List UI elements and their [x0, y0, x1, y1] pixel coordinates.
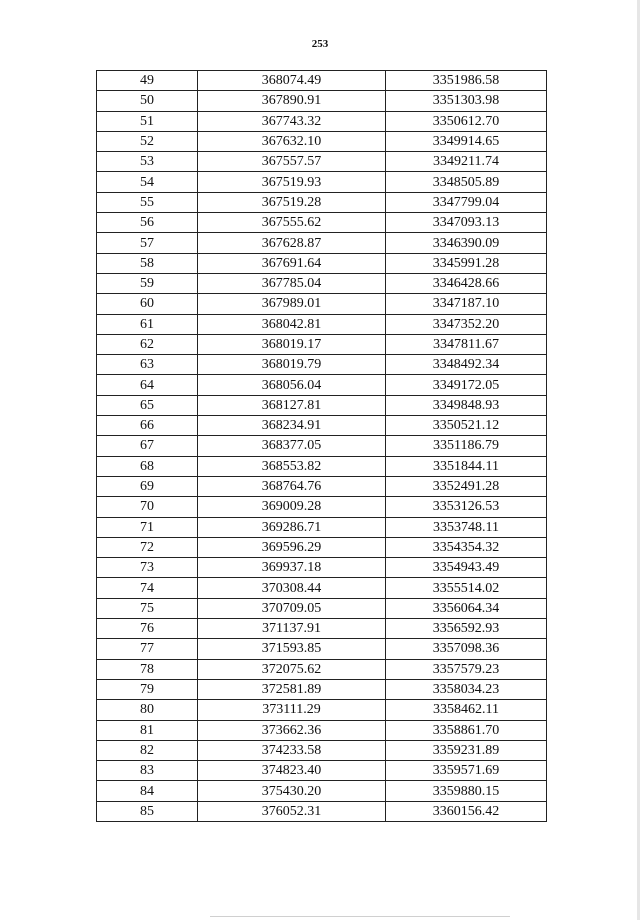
x-coordinate-cell: 371593.85 — [198, 639, 386, 659]
coordinate-table-body — [97, 71, 547, 822]
point-number-cell: 60 — [97, 294, 198, 314]
y-coordinate-cell: 3349211.74 — [386, 152, 547, 172]
table-row — [97, 395, 547, 415]
table-row — [97, 253, 547, 273]
table-row — [97, 740, 547, 760]
table-row — [97, 71, 547, 91]
point-number-cell: 50 — [97, 91, 198, 111]
y-coordinate-cell: 3349848.93 — [386, 395, 547, 415]
x-coordinate-cell: 368042.81 — [198, 314, 386, 334]
table-row — [97, 314, 547, 334]
point-number-cell: 77 — [97, 639, 198, 659]
point-number-cell: 56 — [97, 213, 198, 233]
table-row — [97, 700, 547, 720]
x-coordinate-cell: 367628.87 — [198, 233, 386, 253]
table-row — [97, 517, 547, 537]
x-coordinate-cell: 370308.44 — [198, 578, 386, 598]
point-number-cell: 54 — [97, 172, 198, 192]
y-coordinate-cell: 3356064.34 — [386, 598, 547, 618]
point-number-cell: 82 — [97, 740, 198, 760]
table-row — [97, 294, 547, 314]
table-row — [97, 131, 547, 151]
y-coordinate-cell: 3347799.04 — [386, 192, 547, 212]
x-coordinate-cell: 367785.04 — [198, 273, 386, 293]
point-number-cell: 84 — [97, 781, 198, 801]
point-number-cell: 52 — [97, 131, 198, 151]
table-row — [97, 598, 547, 618]
coordinate-table — [96, 70, 547, 822]
point-number-cell: 66 — [97, 416, 198, 436]
x-coordinate-cell: 368764.76 — [198, 476, 386, 496]
x-coordinate-cell: 367989.01 — [198, 294, 386, 314]
point-number-cell: 72 — [97, 537, 198, 557]
point-number-cell: 81 — [97, 720, 198, 740]
table-row — [97, 152, 547, 172]
x-coordinate-cell: 375430.20 — [198, 781, 386, 801]
x-coordinate-cell: 372581.89 — [198, 679, 386, 699]
point-number-cell: 51 — [97, 111, 198, 131]
point-number-cell: 70 — [97, 497, 198, 517]
point-number-cell: 57 — [97, 233, 198, 253]
x-coordinate-cell: 367557.57 — [198, 152, 386, 172]
x-coordinate-cell: 373662.36 — [198, 720, 386, 740]
x-coordinate-cell: 368019.17 — [198, 334, 386, 354]
table-row — [97, 761, 547, 781]
x-coordinate-cell: 376052.31 — [198, 801, 386, 821]
x-coordinate-cell: 372075.62 — [198, 659, 386, 679]
table-row — [97, 172, 547, 192]
table-row — [97, 273, 547, 293]
table-row — [97, 679, 547, 699]
x-coordinate-cell: 367555.62 — [198, 213, 386, 233]
y-coordinate-cell: 3347811.67 — [386, 334, 547, 354]
table-row — [97, 192, 547, 212]
y-coordinate-cell: 3355514.02 — [386, 578, 547, 598]
table-row — [97, 416, 547, 436]
table-row — [97, 578, 547, 598]
x-coordinate-cell: 367743.32 — [198, 111, 386, 131]
table-row — [97, 375, 547, 395]
table-row — [97, 355, 547, 375]
y-coordinate-cell: 3359231.89 — [386, 740, 547, 760]
point-number-cell: 59 — [97, 273, 198, 293]
x-coordinate-cell: 369596.29 — [198, 537, 386, 557]
point-number-cell: 79 — [97, 679, 198, 699]
y-coordinate-cell: 3346428.66 — [386, 273, 547, 293]
x-coordinate-cell: 373111.29 — [198, 700, 386, 720]
x-coordinate-cell: 367632.10 — [198, 131, 386, 151]
point-number-cell: 65 — [97, 395, 198, 415]
y-coordinate-cell: 3347187.10 — [386, 294, 547, 314]
point-number-cell: 85 — [97, 801, 198, 821]
x-coordinate-cell: 367890.91 — [198, 91, 386, 111]
point-number-cell: 76 — [97, 619, 198, 639]
y-coordinate-cell: 3358462.11 — [386, 700, 547, 720]
y-coordinate-cell: 3351186.79 — [386, 436, 547, 456]
y-coordinate-cell: 3348505.89 — [386, 172, 547, 192]
table-row — [97, 537, 547, 557]
x-coordinate-cell: 367519.28 — [198, 192, 386, 212]
table-row — [97, 497, 547, 517]
x-coordinate-cell: 368074.49 — [198, 71, 386, 91]
y-coordinate-cell: 3352491.28 — [386, 476, 547, 496]
y-coordinate-cell: 3347352.20 — [386, 314, 547, 334]
table-row — [97, 781, 547, 801]
point-number-cell: 73 — [97, 558, 198, 578]
table-row — [97, 233, 547, 253]
y-coordinate-cell: 3357579.23 — [386, 659, 547, 679]
x-coordinate-cell: 367691.64 — [198, 253, 386, 273]
point-number-cell: 64 — [97, 375, 198, 395]
y-coordinate-cell: 3350612.70 — [386, 111, 547, 131]
table-row — [97, 558, 547, 578]
x-coordinate-cell: 369009.28 — [198, 497, 386, 517]
y-coordinate-cell: 3359571.69 — [386, 761, 547, 781]
point-number-cell: 63 — [97, 355, 198, 375]
y-coordinate-cell: 3347093.13 — [386, 213, 547, 233]
table-row — [97, 476, 547, 496]
table-row — [97, 213, 547, 233]
scan-edge-bottom — [210, 916, 510, 917]
x-coordinate-cell: 368234.91 — [198, 416, 386, 436]
y-coordinate-cell: 3349914.65 — [386, 131, 547, 151]
y-coordinate-cell: 3348492.34 — [386, 355, 547, 375]
x-coordinate-cell: 367519.93 — [198, 172, 386, 192]
y-coordinate-cell: 3354354.32 — [386, 537, 547, 557]
point-number-cell: 68 — [97, 456, 198, 476]
table-row — [97, 801, 547, 821]
table-row — [97, 720, 547, 740]
y-coordinate-cell: 3357098.36 — [386, 639, 547, 659]
table-row — [97, 91, 547, 111]
point-number-cell: 69 — [97, 476, 198, 496]
point-number-cell: 80 — [97, 700, 198, 720]
x-coordinate-cell: 374823.40 — [198, 761, 386, 781]
table-row — [97, 111, 547, 131]
point-number-cell: 75 — [97, 598, 198, 618]
x-coordinate-cell: 370709.05 — [198, 598, 386, 618]
y-coordinate-cell: 3360156.42 — [386, 801, 547, 821]
point-number-cell: 58 — [97, 253, 198, 273]
point-number-cell: 71 — [97, 517, 198, 537]
x-coordinate-cell: 369937.18 — [198, 558, 386, 578]
table-row — [97, 639, 547, 659]
y-coordinate-cell: 3349172.05 — [386, 375, 547, 395]
point-number-cell: 78 — [97, 659, 198, 679]
y-coordinate-cell: 3351844.11 — [386, 456, 547, 476]
point-number-cell: 74 — [97, 578, 198, 598]
y-coordinate-cell: 3359880.15 — [386, 781, 547, 801]
point-number-cell: 55 — [97, 192, 198, 212]
x-coordinate-cell: 368553.82 — [198, 456, 386, 476]
y-coordinate-cell: 3358034.23 — [386, 679, 547, 699]
table-row — [97, 456, 547, 476]
table-row — [97, 334, 547, 354]
y-coordinate-cell: 3351303.98 — [386, 91, 547, 111]
y-coordinate-cell: 3358861.70 — [386, 720, 547, 740]
x-coordinate-cell: 368127.81 — [198, 395, 386, 415]
point-number-cell: 61 — [97, 314, 198, 334]
point-number-cell: 53 — [97, 152, 198, 172]
table-row — [97, 436, 547, 456]
x-coordinate-cell: 368377.05 — [198, 436, 386, 456]
x-coordinate-cell: 374233.58 — [198, 740, 386, 760]
y-coordinate-cell: 3350521.12 — [386, 416, 547, 436]
point-number-cell: 62 — [97, 334, 198, 354]
y-coordinate-cell: 3346390.09 — [386, 233, 547, 253]
x-coordinate-cell: 371137.91 — [198, 619, 386, 639]
table-row — [97, 659, 547, 679]
x-coordinate-cell: 369286.71 — [198, 517, 386, 537]
y-coordinate-cell: 3353126.53 — [386, 497, 547, 517]
y-coordinate-cell: 3353748.11 — [386, 517, 547, 537]
point-number-cell: 49 — [97, 71, 198, 91]
x-coordinate-cell: 368019.79 — [198, 355, 386, 375]
point-number-cell: 83 — [97, 761, 198, 781]
page-number: 253 — [311, 38, 329, 50]
y-coordinate-cell: 3351986.58 — [386, 71, 547, 91]
table-row — [97, 619, 547, 639]
point-number-cell: 67 — [97, 436, 198, 456]
y-coordinate-cell: 3354943.49 — [386, 558, 547, 578]
x-coordinate-cell: 368056.04 — [198, 375, 386, 395]
y-coordinate-cell: 3356592.93 — [386, 619, 547, 639]
y-coordinate-cell: 3345991.28 — [386, 253, 547, 273]
